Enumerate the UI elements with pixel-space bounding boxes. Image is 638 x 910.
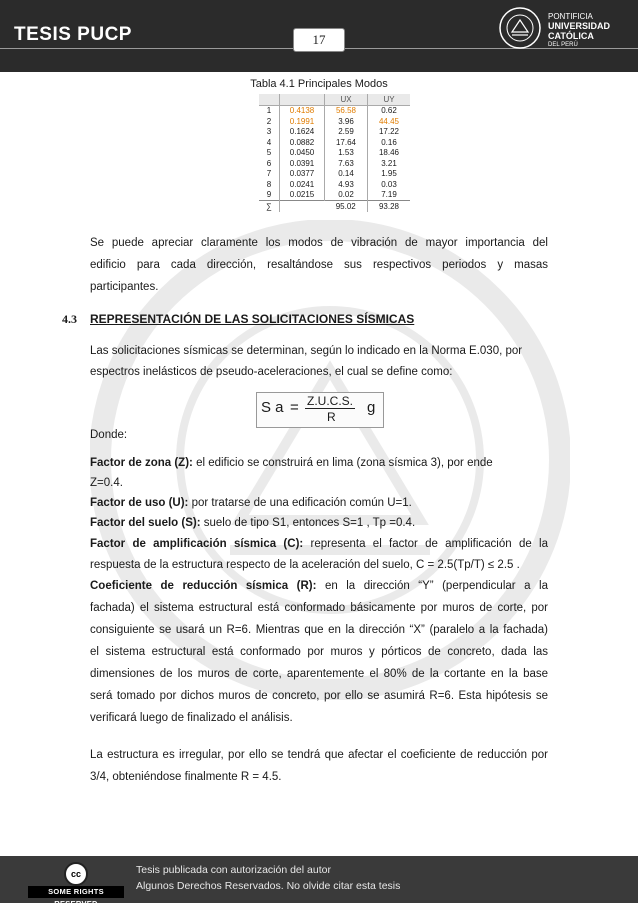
sum-symbol: ∑ [259, 201, 280, 212]
cell-ux: 3.96 [325, 116, 368, 127]
cell-mode: 5 [259, 148, 280, 159]
table-row [259, 158, 410, 169]
factor-zona-text: el edificio se construirá en lima (zona sísmica 3), por ende [192, 457, 493, 469]
cell-uy: 0.03 [381, 179, 397, 189]
cc-license-text: SOME RIGHTS RESERVED [28, 886, 124, 898]
formula-equals: = [290, 399, 299, 416]
cell-ux: 1.53 [325, 148, 368, 159]
cell-uy: 1.95 [381, 169, 397, 179]
cell-uy: 0.16 [381, 137, 397, 147]
factor-red-line: fachada) el sistema estructural está conformado básicamente por muros de corte, por [90, 602, 548, 614]
cell-mode: 1 [259, 105, 280, 116]
formula-numerator: Z.U.C.S. [307, 394, 354, 408]
page-number: 17 [293, 28, 345, 52]
university-name [548, 12, 610, 50]
factor-suelo [90, 512, 415, 534]
paragraph-line: participantes. [90, 281, 159, 293]
factor-red [90, 575, 548, 597]
footer-rights: Algunos Derechos Reservados. No olvide citar esta tesis [136, 880, 401, 892]
cell-uy: 7.19 [381, 190, 397, 200]
cell-ux: 17.64 [325, 137, 368, 148]
spectrum-formula [256, 392, 384, 428]
brand-title: TESIS PUCP [14, 24, 132, 45]
modes-table [259, 94, 410, 212]
cell-period: 0.0241 [280, 179, 325, 190]
header-period [280, 94, 325, 105]
formula-factor: g [367, 399, 376, 416]
factor-uso-text: por tratarse de una edificación común U=1. [188, 497, 412, 509]
sum-blank [280, 201, 325, 212]
cell-uy: 0.62 [381, 106, 397, 116]
factor-red-line: dimensiones de los muros de corte, aparentemente el 80% de la cortante en la base [90, 668, 548, 680]
factor-amp-text: representa el factor de amplificación de la [303, 538, 548, 550]
factor-amp [90, 533, 548, 555]
donde-label: Donde: [90, 429, 128, 441]
university-line2: UNIVERSIDAD [548, 21, 611, 31]
sum-uy: 93.28 [368, 201, 411, 212]
factor-suelo-text: suelo de tipo S1, entonces S=1 , Tp =0.4. [200, 517, 416, 529]
section-title: REPRESENTACIÓN DE LAS SOLICITACIONES SÍSMICAS [90, 312, 415, 326]
table-row [259, 137, 410, 148]
cell-ux: 2.59 [325, 127, 368, 138]
closing-line: 3/4, obteniéndose finalmente R = 4.5. [90, 771, 282, 783]
cell-ux: 7.63 [325, 158, 368, 169]
factor-red-line: será tomado por dichos muros de concreto, por ello se asumirá R=6. Esta hipótesis se [90, 690, 548, 702]
table-title: Tabla 4.1 Principales Modos [250, 78, 388, 90]
cell-period: 0.1624 [280, 127, 325, 138]
header-ux: UX [325, 94, 368, 105]
section-number: 4.3 [62, 312, 77, 326]
table-row [259, 116, 410, 127]
university-line1: PONTIFICIA [548, 12, 593, 21]
factor-zona [90, 452, 493, 474]
factor-red-text: en la dirección “Y” (perpendicular a la [316, 580, 548, 592]
closing-line: La estructura es irregular, por ello se tendrá que afectar el coeficiente de reducción por [90, 749, 548, 761]
cell-uy: 44.45 [378, 116, 400, 126]
university-seal-icon [498, 6, 542, 50]
cell-ux: 56.58 [325, 105, 368, 116]
table-row [259, 190, 410, 201]
factor-red-label: Coeficiente de reducción sísmica (R): [90, 580, 317, 592]
cell-mode: 9 [259, 190, 280, 201]
cc-icon: cc [64, 862, 88, 886]
cell-period: 0.1991 [280, 116, 325, 127]
cell-mode: 4 [259, 137, 280, 148]
factor-zona-label: Factor de zona (Z): [90, 457, 193, 469]
cell-uy: 17.22 [378, 127, 400, 137]
sum-ux: 95.02 [325, 201, 368, 212]
factor-red-line: consiguiente se usará un R=6. Mientras que en la dirección “X” (paralelo a la fachada) [90, 624, 548, 636]
table-row [259, 105, 410, 116]
table-sum-row [259, 201, 410, 212]
cell-ux: 4.93 [325, 179, 368, 190]
cell-uy: 18.46 [378, 148, 400, 158]
table-row [259, 179, 410, 190]
cell-period: 0.0377 [280, 169, 325, 180]
header-mode [259, 94, 280, 105]
footer-authorization: Tesis publicada con autorización del autor [136, 864, 331, 876]
header-uy: UY [368, 94, 411, 105]
factor-amp-label: Factor de amplificación sísmica (C): [90, 538, 304, 550]
table-header-row [259, 94, 410, 105]
factor-red-line: verificará luego de finalizado el análisis. [90, 712, 293, 724]
cell-ux: 0.02 [325, 190, 368, 201]
cell-uy: 3.21 [381, 158, 397, 168]
intro-line: espectros inelásticos de pseudo-aceleraciones, el cual se define como: [90, 366, 453, 378]
header-bar [0, 0, 638, 72]
cell-period: 0.0882 [280, 137, 325, 148]
factor-uso-label: Factor de uso (U): [90, 497, 189, 509]
cc-license-logo[interactable] [28, 862, 124, 908]
university-line4: DEL PERÚ [548, 42, 578, 48]
formula-denominator: R [327, 410, 336, 424]
intro-line: Las solicitaciones sísmicas se determinan, según lo indicado en la Norma E.030, por [90, 345, 523, 357]
table-row [259, 148, 410, 159]
factor-uso [90, 492, 412, 514]
factor-suelo-label: Factor del suelo (S): [90, 517, 201, 529]
cell-ux: 0.14 [325, 169, 368, 180]
university-line3: CATÓLICA [548, 31, 594, 41]
paragraph-line: Se puede apreciar claramente los modos de vibración de mayor importancia del [90, 237, 548, 249]
cell-mode: 8 [259, 179, 280, 190]
cell-mode: 6 [259, 158, 280, 169]
table-row [259, 127, 410, 138]
footer-bar [0, 856, 638, 908]
cell-mode: 7 [259, 169, 280, 180]
factor-amp-cont: respuesta de la estructura respecto de la aceleración del suelo, C = 2.5(Tp/T) ≤ 2.5 . [90, 559, 520, 571]
factor-zona-cont: Z=0.4. [90, 477, 123, 489]
cell-mode: 2 [259, 116, 280, 127]
paragraph-line: edificio para cada dirección, resaltándose sus respectivos periodos y masas [90, 259, 548, 271]
factor-red-line: el sistema estructural está conformado por muros y pórticos de concreto, dada las [90, 646, 548, 658]
cell-period: 0.0450 [280, 148, 325, 159]
cell-mode: 3 [259, 127, 280, 138]
formula-lhs: S a [261, 399, 284, 416]
cell-period: 0.0391 [280, 158, 325, 169]
cell-period: 0.0215 [280, 190, 325, 201]
table-row [259, 169, 410, 180]
cell-period: 0.4138 [280, 105, 325, 116]
